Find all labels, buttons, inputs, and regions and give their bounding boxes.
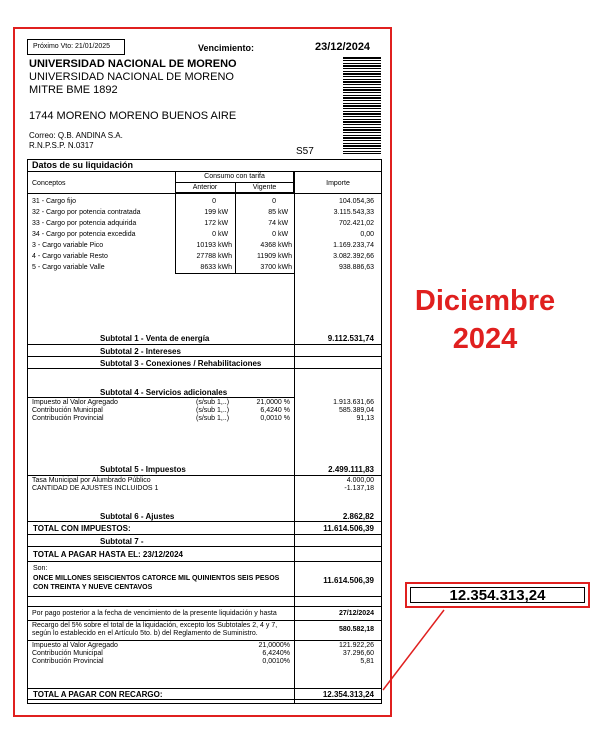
rnpsp-text: R.N.P.S.P. N.0317 (29, 141, 94, 150)
total-pagar-value: 11.614.506,39 (323, 576, 374, 585)
item-anterior: 0 (212, 231, 216, 238)
client-name: UNIVERSIDAD NACIONAL DE MORENO (29, 71, 234, 83)
impuesto-pct: 6,4240 % (260, 407, 290, 414)
item-anterior: 172 (204, 220, 216, 227)
item-importe: 3.115.543,33 (333, 209, 374, 216)
ajuste-importe: 4.000,00 (346, 477, 374, 484)
total-pagar-label: TOTAL A PAGAR HASTA EL: 23/12/2024 (33, 550, 183, 559)
son-label: Son: (33, 565, 48, 572)
total-recargo-label: TOTAL A PAGAR CON RECARGO: (33, 690, 163, 699)
item-vigente-unit: kW (278, 209, 289, 216)
impuesto-base: (s/sub 1,..) (196, 415, 230, 422)
col-anterior: Anterior (192, 184, 218, 191)
item-concepto: 34 - Cargo por potencia excedida (32, 231, 136, 238)
total-impuestos-value: 11.614.506,39 (323, 524, 374, 533)
item-vigente: 85 (268, 209, 276, 216)
item-concepto: 5 - Cargo variable Valle (32, 264, 105, 271)
ajuste-concepto: CANTIDAD DE AJUSTES INCLUIDOS 1 (32, 485, 159, 492)
item-concepto: 33 - Cargo por potencia adquirida (32, 220, 137, 227)
item-vigente-unit: kWh (278, 253, 292, 260)
impuesto-importe: 1.913.631,66 (333, 399, 374, 406)
recargo-impuesto-concepto: Contribución Municipal (32, 650, 103, 657)
subtotal4-label: Subtotal 4 - Servicios adicionales (100, 388, 228, 397)
item-anterior: 27788 (196, 253, 216, 260)
subtotal6-label: Subtotal 6 - Ajustes (100, 512, 175, 521)
item-importe: 938.886,63 (338, 264, 374, 271)
correo-text: Correo: Q.B. ANDINA S.A. (29, 131, 123, 140)
item-anterior-unit: kWh (218, 242, 232, 249)
client-name-bold: UNIVERSIDAD NACIONAL DE MORENO (29, 58, 237, 70)
col-consumo: Consumo con tarifa (204, 173, 265, 180)
item-vigente-unit: kWh (278, 264, 292, 271)
item-anterior: 8633 (200, 264, 216, 271)
son-text-1: ONCE MILLONES SEISCIENTOS CATORCE MIL QUINIENTOS SEIS PESOS (33, 575, 280, 582)
impuesto-importe: 91,13 (356, 415, 374, 422)
recargo-impuesto-importe: 121.922,26 (338, 642, 374, 649)
item-vigente: 0 (272, 231, 276, 238)
subtotal2-label: Subtotal 2 - Intereses (100, 347, 181, 356)
recargo-impuesto-pct: 6,4240% (262, 650, 290, 657)
recargo-impuesto-concepto: Impuesto al Valor Agregado (32, 642, 118, 649)
son-text-2: CON TREINTA Y NUEVE CENTAVOS (33, 584, 153, 591)
item-vigente: 74 (268, 220, 276, 227)
item-concepto: 32 - Cargo por potencia contratada (32, 209, 141, 216)
item-anterior: 199 (204, 209, 216, 216)
item-anterior-unit: kW (218, 209, 229, 216)
item-anterior: 10193 (196, 242, 216, 249)
recargo-impuesto-importe: 5,81 (360, 658, 374, 665)
item-anterior-unit: kWh (218, 264, 232, 271)
col-vigente: Vigente (252, 184, 277, 191)
item-concepto: 31 - Cargo fijo (32, 198, 76, 205)
vencimiento-label: Vencimiento: (198, 43, 255, 53)
item-vigente-unit: kW (278, 220, 289, 227)
client-code: S57 (296, 146, 314, 157)
posterior-text: Por pago posterior a la fecha de vencimiento de la presente liquidación y hasta (32, 610, 277, 617)
recargo-text-2: según lo establecido en el Artículo 5to. b) del Reglamento de Suministro. (32, 630, 258, 637)
annotation-month: Diciembre (414, 285, 556, 317)
subtotal5-value: 2.499.111,83 (328, 465, 374, 474)
total-impuestos-label: TOTAL CON IMPUESTOS: (33, 524, 131, 533)
client-city: 1744 MORENO MORENO BUENOS AIRE (29, 110, 237, 122)
impuesto-base: (s/sub 1,..) (196, 399, 230, 406)
item-vigente: 11909 (257, 253, 276, 260)
recargo-impuesto-concepto: Contribución Provincial (32, 658, 104, 665)
item-concepto: 3 - Cargo variable Pico (32, 242, 104, 249)
recargo-impuesto-pct: 21,0000% (258, 642, 290, 649)
impuesto-importe: 585.389,04 (338, 407, 374, 414)
recargo-impuesto-importe: 37.296,60 (342, 650, 374, 657)
recargo-value: 580.582,18 (338, 626, 374, 633)
item-vigente-unit: kW (278, 231, 289, 238)
annotation-year: 2024 (452, 323, 518, 355)
ajuste-concepto: Tasa Municipal por Alumbrado Público (32, 477, 151, 484)
posterior-date: 27/12/2024 (338, 610, 374, 617)
col-importe: Importe (326, 180, 350, 187)
item-importe: 3.082.392,66 (333, 253, 374, 260)
item-importe: 0,00 (360, 231, 374, 238)
vencimiento-date: 23/12/2024 (315, 41, 371, 53)
recargo-text-1: Recargo del 5% sobre el total de la liquidación, excepto los Subtotales 2, 4 y 7, (32, 622, 278, 629)
item-anterior-unit: kWh (218, 253, 232, 260)
col-conceptos: Conceptos (32, 180, 66, 187)
item-vigente-unit: kWh (278, 242, 292, 249)
item-vigente: 3700 (260, 264, 276, 271)
ajuste-importe: -1.137,18 (344, 485, 374, 492)
item-importe: 1.169.233,74 (333, 242, 374, 249)
total-recargo-value: 12.354.313,24 (322, 690, 374, 699)
subtotal6-value: 2.862,82 (342, 512, 374, 521)
item-importe: 702.421,02 (338, 220, 374, 227)
subtotal7-label: Subtotal 7 - (100, 537, 144, 546)
item-vigente: 0 (272, 198, 276, 205)
client-street: MITRE BME 1892 (29, 84, 118, 96)
impuesto-concepto: Contribución Provincial (32, 415, 104, 422)
subtotal5-label: Subtotal 5 - Impuestos (100, 465, 186, 474)
recargo-impuesto-pct: 0,0010% (262, 658, 290, 665)
impuesto-pct: 21,0000 % (256, 399, 290, 406)
subtotal1-value: 9.112.531,74 (327, 334, 374, 343)
subtotal1-label: Subtotal 1 - Venta de energía (100, 334, 210, 343)
item-anterior-unit: kW (218, 231, 229, 238)
impuesto-base: (s/sub 1,..) (196, 407, 230, 414)
subtotal3-label: Subtotal 3 - Conexiones / Rehabilitaciones (100, 359, 262, 368)
proximo-vencimiento-text: Próximo Vto: 21/01/2025 (33, 43, 111, 50)
impuesto-concepto: Contribución Municipal (32, 407, 103, 414)
impuesto-pct: 0,0010 % (260, 415, 290, 422)
item-concepto: 4 - Cargo variable Resto (32, 253, 108, 260)
item-vigente: 4368 (260, 242, 276, 249)
item-importe: 104.054,36 (338, 198, 374, 205)
liquidacion-title: Datos de su liquidación (32, 160, 134, 170)
item-anterior-unit: kW (218, 220, 229, 227)
impuesto-concepto: Impuesto al Valor Agregado (32, 399, 118, 406)
callout-total-value: 12.354.313,24 (410, 587, 585, 603)
item-anterior: 0 (212, 198, 216, 205)
